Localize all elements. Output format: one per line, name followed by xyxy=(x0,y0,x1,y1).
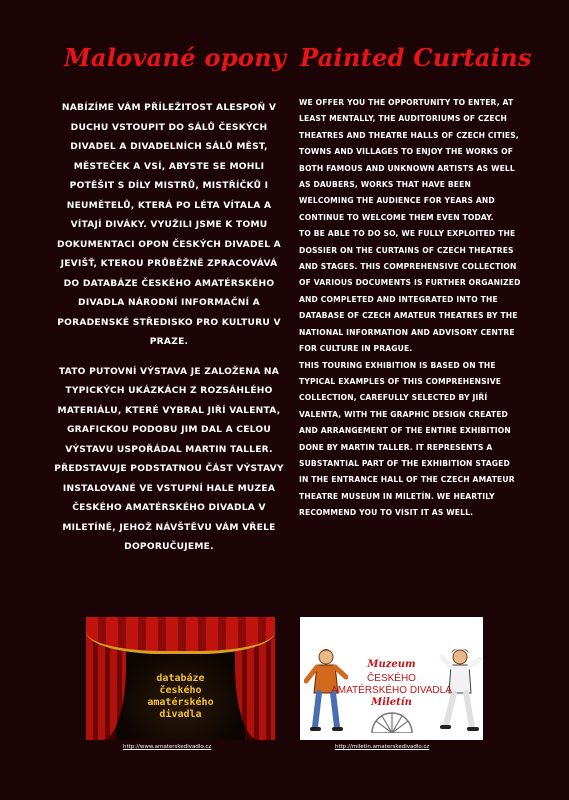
museum-city: Miletín xyxy=(371,697,412,708)
database-url-link[interactable]: http://www.amaterskedivadlo.cz xyxy=(123,744,212,750)
title-english: Painted Curtains xyxy=(300,43,532,72)
curtain-valance xyxy=(86,617,275,654)
english-paragraph-2: TO BE ABLE TO DO SO, WE FULLY EXPLOITED THE DOSSIER ON THE CURTAINS OF CZECH THEATRES AND STAGES. THIS COMPREHENSIVE COLLECTION OF VARIOUS DOCUMENTS IS FURTHER ORGANIZED AND COMPLETED AND INTEGRATED INTO THE DATABASE OF CZECH AMATEUR THEATRES BY THE NATIONAL INFORMATION AND ADVISORY CENTRE FOR CULTURE IN PRAGUE. xyxy=(299,229,521,354)
caption-line-1: databáze xyxy=(156,673,205,684)
museum-line-2: AMATÉRSKÉHO DIVADLA xyxy=(331,685,452,696)
caption-line-4: divadla xyxy=(159,709,202,720)
czech-paragraph-1: NABÍZÍME VÁM PŘÍLEŽITOST ALESPOŇ V DUCHU VSTOUPIT DO SÁLŮ ČESKÝCH DIVADEL A DIVADELNÍCH SÁLŮ MĚST, MĚSTEČEK A VSÍ, ABYSTE SE MOHLI POTĚŠIT S DÍLY MISTRŮ, MISTŘÍČKŮ I NEUMĚTELŮ, KTERÁ PO LÉTA VÍTALA A VÍTAJÍ DIVÁKY. VYUŽILI JSME K TOMU DOKUMENTACI OPON ČESKÝCH DIVADEL A JEVIŠŤ, KTEROU PRŮBĚŽNĚ ZPRACOVÁVÁ DO DATABÁZE ČESKÉHO AMATÉRSKÉHO DIVADLA NÁRODNÍ INFORMAČNÍ A PORADENSKÉ STŘEDISKO PRO KULTURU V PRAZE. xyxy=(57,103,281,347)
shell-fan-icon xyxy=(370,711,414,733)
english-paragraph-3: THIS TOURING EXHIBITION IS BASED ON THE TYPICAL EXAMPLES OF THIS COMPREHENSIVE COLLECTION, CAREFULLY SELECTED BY JIŘÍ VALENTA, WITH THE GRAPHIC DESIGN CREATED AND ARRANGEMENT OF THE ENTIRE EXHIBITION DONE BY MARTIN TALLER. IT REPRESENTS A SUBSTANTIAL PART OF THE EXHIBITION STAGED IN THE ENTRANCE HALL OF THE CZECH AMATEUR THEATRE MUSEUM IN MILETÍN. WE HEARTILY RECOMMEND YOU TO VISIT IT AS WELL. xyxy=(299,360,515,518)
database-banner-image[interactable] xyxy=(86,617,275,740)
database-caption xyxy=(86,673,275,721)
museum-logo-image[interactable] xyxy=(300,617,483,740)
museum-title: Muzeum xyxy=(367,659,416,670)
caption-line-3: amatérského xyxy=(147,697,214,708)
museum-url-link[interactable]: http://miletin.amaterskedivadlo.cz xyxy=(335,744,430,750)
english-text-column xyxy=(299,95,521,522)
title-czech: Malované opony xyxy=(64,43,287,72)
caption-line-2: českého xyxy=(159,685,202,696)
museum-line-1: ČESKÉHO xyxy=(367,673,416,684)
czech-paragraph-2: TATO PUTOVNÍ VÝSTAVA JE ZALOŽENA NA TYPICKÝCH UKÁZKÁCH Z ROZSÁHLÉHO MATERIÁLU, KTERÉ VYBRAL JIŘÍ VALENTA, GRAFICKOU PODOBU JIM DAL A CELOU VÝSTAVU USPOŘÁDAL MARTIN TALLER. PŘEDSTAVUJE PODSTATNOU ČÁST VÝSTAVY INSTALOVANÉ VE VSTUPNÍ HALE MUZEA ČESKÉHO AMATÉRSKÉHO DIVADLA V MILETÍNĚ, JEHOŽ NÁVŠTĚVU VÁM VŘELE DOPORUČUJEME. xyxy=(54,366,284,552)
english-paragraph-1: WE OFFER YOU THE OPPORTUNITY TO ENTER, AT LEAST MENTALLY, THE AUDITORIUMS OF CZECH THEATRES AND THEATRE HALLS OF CZECH CITIES, TOWNS AND VILLAGES TO ENJOY THE WORKS OF BOTH FAMOUS AND UNKNOWN ARTISTS AS WELL AS DAUBERS, WORKS THAT HAVE BEEN WELCOMING THE AUDIENCE FOR YEARS AND CONTINUE TO WELCOME THEM EVEN TODAY. xyxy=(299,98,519,222)
czech-text-column xyxy=(54,99,284,568)
